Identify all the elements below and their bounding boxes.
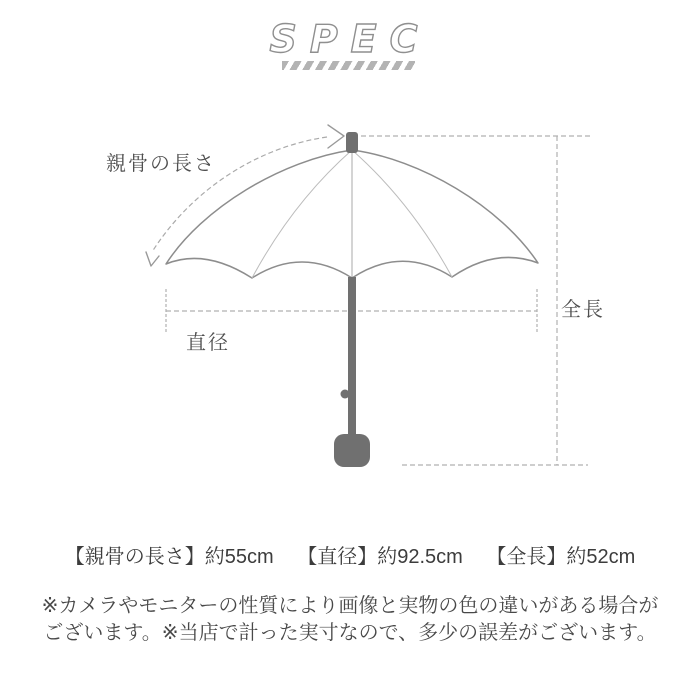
disclaimer-line-2: ございます。※当店で計った実寸なので、多少の誤差がございます。 — [43, 622, 657, 644]
umbrella-ferrule — [346, 132, 358, 153]
spec-heading-text: SPEC — [269, 17, 431, 61]
arrowhead-down-icon — [146, 252, 159, 266]
umbrella-runner-button — [341, 390, 350, 399]
spec-diameter-value: 【直径】約92.5cm — [297, 546, 463, 568]
disclaimer-text — [0, 593, 700, 647]
umbrella-shaft — [348, 277, 356, 437]
spec-rib-length-value: 【親骨の長さ】約55cm — [64, 546, 274, 568]
umbrella-handle — [334, 434, 370, 467]
total-length-label: 全長 — [561, 299, 605, 321]
arrowhead-right-icon — [328, 125, 344, 148]
diameter-label: 直径 — [186, 332, 230, 354]
rib-length-label: 親骨の長さ — [106, 153, 216, 175]
spec-values-line — [0, 540, 700, 569]
disclaimer-line-1: ※カメラやモニターの性質により画像と実物の色の違いがある場合が — [41, 595, 659, 617]
spec-total-length-value: 【全長】約52cm — [486, 546, 636, 568]
